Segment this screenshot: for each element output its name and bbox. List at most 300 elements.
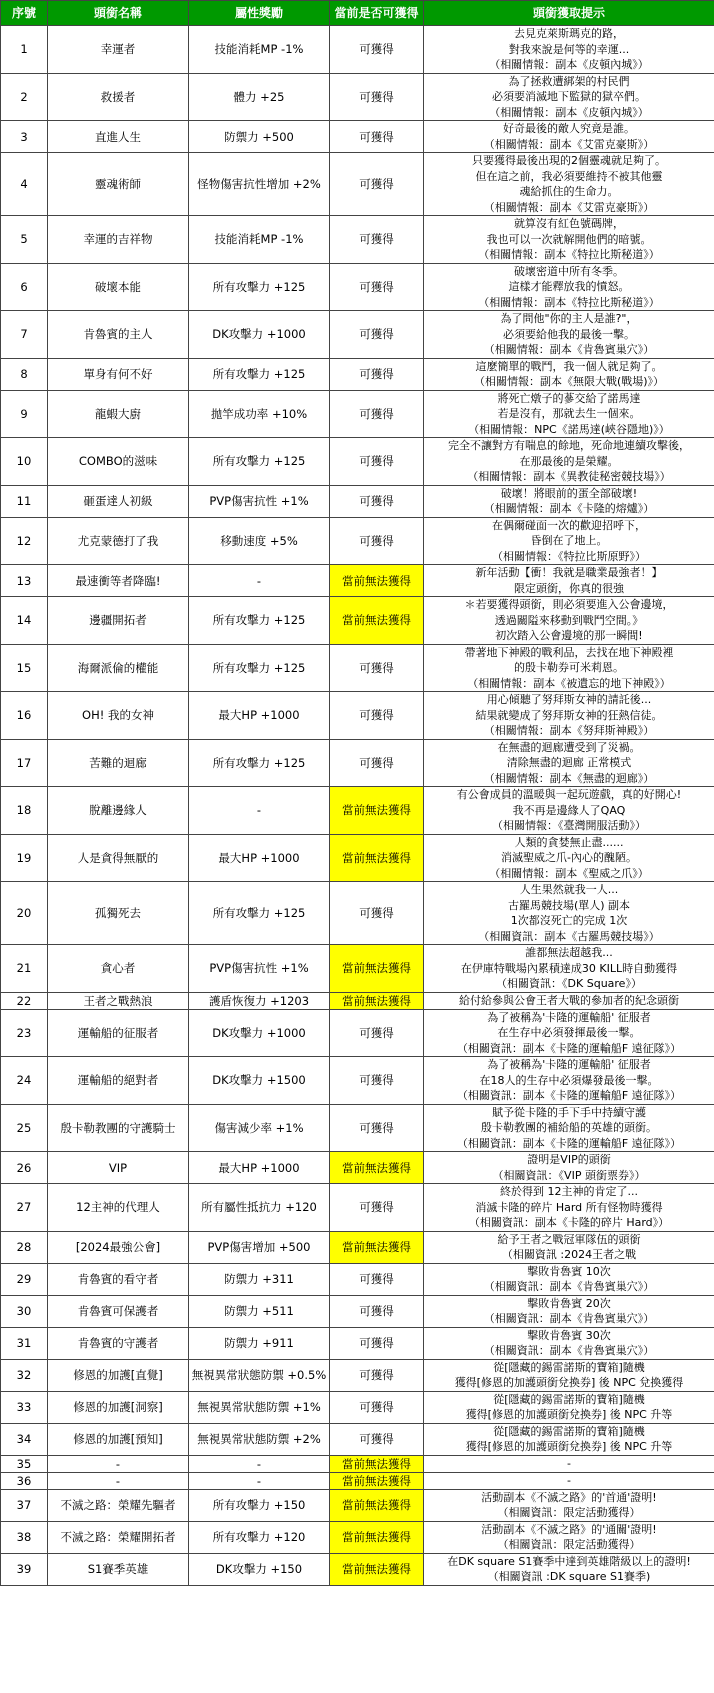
table-row [1,390,714,438]
hint-line: （相關情報：副本《被遺忘的地下神殿》） [467,676,671,690]
row-number: 16 [1,692,48,740]
availability-status: 可獲得 [330,692,424,740]
hint-line: 若是沒有，那就去生一個來。 [497,407,641,420]
row-number: 35 [1,1455,48,1472]
row-number: 29 [1,1263,48,1295]
table-row [1,1295,714,1327]
hint-line: 證明是VIP的頭銜 [527,1153,611,1166]
acquisition-hint [424,597,714,645]
acquisition-hint [424,358,714,390]
table-row [1,358,714,390]
acquisition-hint [424,739,714,787]
hint-line: 帶著地下神殿的戰利品，去找在地下神殿裡 [464,645,674,659]
attribute-bonus: 所有攻擊力 +125 [189,358,330,390]
acquisition-hint [424,1104,714,1152]
attribute-bonus: DK攻擊力 +150 [189,1553,330,1585]
acquisition-hint [424,692,714,740]
hint-line: 活動副本《不滅之路》的'首通'證明! [481,1490,657,1504]
title-name: 殷卡勒教團的守護騎士 [48,1104,189,1152]
title-name: - [48,1455,189,1472]
hint-line: 活動副本《不滅之路》的'通關'證明! [481,1522,657,1536]
title-name: 修恩的加護[直覺] [48,1359,189,1391]
acquisition-hint [424,216,714,264]
title-name: - [48,1472,189,1489]
hint-line: （相關情報：副本《特拉比斯秘道》） [478,248,660,261]
row-number: 15 [1,644,48,692]
title-name: 龍蝦大廚 [48,390,189,438]
hint-line: 對我來說是何等的幸運... [508,42,630,56]
acquisition-hint [424,1521,714,1553]
acquisition-hint [424,1263,714,1295]
availability-status: 可獲得 [330,739,424,787]
hint-line: （相關情報：副本《肯魯賓巢穴》） [483,343,655,356]
attribute-bonus: 所有攻擊力 +150 [189,1489,330,1521]
table-row [1,1472,714,1489]
table-row [1,26,714,74]
title-name: 最速衝等者降臨! [48,565,189,597]
title-name: 運輸船的征服者 [48,1009,189,1057]
table-row [1,834,714,882]
table-row [1,1057,714,1105]
hint-line: 只要獲得最後出現的2個靈魂就足夠了。 [472,154,666,167]
hint-line: 在偶爾碰面一次的歡迎招呼下， [492,518,646,532]
hint-line: （相關資訊：副本《卡隆的碎片 Hard》） [468,1216,670,1229]
hint-line: 結果就變成了努拜斯女神的狂熱信徒。 [475,708,663,722]
acquisition-hint [424,1423,714,1455]
header-availability: 當前是否可獲得 [330,1,424,26]
attribute-bonus: 所有攻擊力 +125 [189,739,330,787]
hint-line: 必須要消滅地下監獄的獄卒們。 [492,90,646,103]
title-name: 運輸船的絕對者 [48,1057,189,1105]
acquisition-hint [424,565,714,597]
hint-line: 為了問他"你的主人是誰?"， [500,312,638,325]
hint-line: 有公會成員的溫暖與一起玩遊戲，真的好開心! [456,788,682,801]
hint-line: 魂給抓住的生命力。 [519,185,619,198]
hint-line: （相關情報：《臺灣開服活動》） [492,819,646,832]
attribute-bonus: 所有攻擊力 +120 [189,1521,330,1553]
hint-line: - [567,1456,571,1470]
attribute-bonus: PVP傷害增加 +500 [189,1231,330,1263]
hint-line: （相關資訊：副本《古羅馬競技場》） [478,929,660,943]
hint-line: 終於得到 12主神的肯定了... [500,1185,638,1198]
hint-line: 新年活動【衝！我就是職業最強者！】 [475,566,663,579]
availability-status: 可獲得 [330,1359,424,1391]
header-acquisition-hint: 頭銜獲取提示 [424,1,714,26]
hint-line: 將死亡燉子的蔘交給了諾馬達 [497,391,641,405]
row-number: 3 [1,121,48,153]
title-name: 救援者 [48,73,189,121]
hint-line: （相關資訊：《DK Square》） [496,977,642,990]
hint-line: 在18人的生存中必須爆發最後一擊。 [479,1073,659,1087]
attribute-bonus: 防禦力 +511 [189,1295,330,1327]
attribute-bonus: 最大HP +1000 [189,1152,330,1184]
attribute-bonus: 防禦力 +911 [189,1327,330,1359]
title-name: 幸運的吉祥物 [48,216,189,264]
availability-status: 可獲得 [330,263,424,311]
row-number: 2 [1,73,48,121]
title-name: 脫離邊緣人 [48,787,189,835]
title-name: 砸蛋達人初級 [48,485,189,517]
attribute-bonus: DK攻擊力 +1000 [189,1009,330,1057]
hint-line: 在那最後的是榮耀。 [519,454,619,468]
hint-line: ＊若要獲得頭銜，則必須要進入公會邊境， [464,598,674,611]
row-number: 22 [1,992,48,1009]
hint-line: （相關資訊：副本《卡隆的運輸船F 遠征隊》） [456,1041,682,1055]
title-name: 王者之戰熱浪 [48,992,189,1009]
row-number: 39 [1,1553,48,1585]
hint-line: 在生存中必須發揮最後一擊。 [497,1026,641,1039]
title-name: VIP [48,1152,189,1184]
hint-line: （相關情報：副本《艾雷克豪斯》） [483,200,655,214]
hint-line: 為了被稱為'卡隆的運輸船' 征服者 [487,1010,651,1024]
hint-line: 這樣才能釋放我的憤怒。 [508,280,630,293]
title-name: 不滅之路：榮耀先驅者 [48,1489,189,1521]
availability-status: 當前無法獲得 [330,597,424,645]
row-number: 10 [1,438,48,486]
title-name: 肯魯賓的主人 [48,311,189,359]
row-number: 24 [1,1057,48,1105]
availability-status: 當前無法獲得 [330,1521,424,1553]
row-number: 1 [1,26,48,74]
hint-line: （相關資訊 :2024王者之戰 [501,1248,637,1261]
acquisition-hint [424,485,714,517]
hint-line: 獲得[修恩的加護頭銜兌換券] 後 NPC 升等 [465,1408,673,1421]
acquisition-hint [424,1184,714,1232]
table-row [1,1423,714,1455]
acquisition-hint [424,1553,714,1585]
title-name: OH! 我的女神 [48,692,189,740]
table-row [1,517,714,565]
attribute-bonus: 體力 +25 [189,73,330,121]
acquisition-hint [424,1489,714,1521]
hint-line: （相關資訊：限定活動獲得） [497,1506,641,1519]
attribute-bonus: 最大HP +1000 [189,692,330,740]
acquisition-hint [424,121,714,153]
attribute-bonus: 所有攻擊力 +125 [189,263,330,311]
availability-status: 可獲得 [330,1009,424,1057]
table-row [1,153,714,216]
hint-line: （相關資訊：副本《肯魯賓巢穴》） [483,1344,655,1357]
hint-line: （相關情報：副本《特拉比斯秘道》） [478,295,660,309]
hint-line: 初次踏入公會邊境的那一瞬間! [495,629,643,642]
header-title-name: 頭銜名稱 [48,1,189,26]
hint-line: 在無盡的迴廊遭受到了災禍。 [497,740,641,754]
hint-line: 必須要給他我的最後一擊。 [503,327,635,341]
hint-line: （相關情報：副本《無盡的迴廊》） [483,771,655,785]
availability-status: 可獲得 [330,882,424,945]
title-name: 肯魯賓的守護者 [48,1327,189,1359]
availability-status: 可獲得 [330,26,424,74]
hint-line: 就算沒有紅色號碼牌， [514,217,624,230]
attribute-bonus: - [189,1455,330,1472]
row-number: 8 [1,358,48,390]
hint-line: 昏倒在了地上。 [530,534,608,547]
hint-line: 好奇最後的敵人究竟是誰。 [503,122,635,135]
acquisition-hint [424,1057,714,1105]
hint-line: 我也可以一次就解開他們的暗號。 [486,232,652,246]
availability-status: 可獲得 [330,216,424,264]
attribute-bonus: 防禦力 +311 [189,1263,330,1295]
attribute-bonus: 技能消耗MP -1% [189,26,330,74]
availability-status: 可獲得 [330,73,424,121]
hint-line: 獲得[修恩的加護頭銜兌換券] 後 NPC 升等 [465,1440,673,1453]
title-name: [2024最強公會] [48,1231,189,1263]
hint-line: 人類的貪婪無止盡...... [514,835,624,849]
availability-status: 可獲得 [330,153,424,216]
row-number: 12 [1,517,48,565]
table-row [1,1184,714,1232]
attribute-bonus: 所有攻擊力 +125 [189,438,330,486]
attribute-bonus: PVP傷害抗性 +1% [189,485,330,517]
availability-status: 可獲得 [330,1104,424,1152]
table-row [1,565,714,597]
hint-line: 給付給參與公會王者大戰的參加者的紀念頭銜 [459,993,679,1007]
row-number: 26 [1,1152,48,1184]
availability-status: 可獲得 [330,1391,424,1423]
availability-status: 可獲得 [330,485,424,517]
attribute-bonus: 護盾恢復力 +1203 [189,992,330,1009]
hint-line: （相關情報：副本《皮頓內城》） [489,58,649,71]
hint-line: 為了拯救遭綁架的村民們 [508,74,630,88]
table-row [1,121,714,153]
hint-line: 限定頭銜，你真的很強 [514,581,624,595]
hint-line: 從[隱藏的錫雷諾斯的寶箱]隨機 [493,1424,645,1438]
acquisition-hint [424,26,714,74]
hint-line: （相關情報：副本《努拜斯神殿》） [483,724,655,737]
table-row [1,1152,714,1184]
availability-status: 當前無法獲得 [330,1472,424,1489]
row-number: 33 [1,1391,48,1423]
table-row [1,438,714,486]
table-row [1,311,714,359]
acquisition-hint [424,992,714,1009]
hint-line: 擊敗肯魯賓 20次 [527,1296,611,1310]
availability-status: 可獲得 [330,1263,424,1295]
hint-line: 為了被稱為'卡隆的運輸船' 征服者 [487,1058,651,1071]
title-name: 單身有何不好 [48,358,189,390]
acquisition-hint [424,945,714,993]
acquisition-hint [424,390,714,438]
hint-line: （相關情報：副本《聖威之爪》） [489,866,649,880]
hint-line: 的殷卡勒券可米莉恩。 [514,661,624,674]
header-attribute-bonus: 屬性獎勵 [189,1,330,26]
row-number: 7 [1,311,48,359]
availability-status: 可獲得 [330,1423,424,1455]
hint-line: 殷卡勒教團的補給船的英雄的頭銜。 [481,1121,657,1134]
acquisition-hint [424,1455,714,1472]
acquisition-hint [424,1391,714,1423]
acquisition-hint [424,1152,714,1184]
title-name: 直進人生 [48,121,189,153]
hint-line: 用心傾聽了努拜斯女神的請託後... [486,693,652,706]
hint-line: 完全不讓對方有喘息的餘地，死命地連續攻擊後， [448,439,690,452]
hint-line: 誰都無法超越我... [525,946,613,959]
row-number: 4 [1,153,48,216]
acquisition-hint [424,517,714,565]
table-row [1,1489,714,1521]
attribute-bonus: 防禦力 +500 [189,121,330,153]
row-number: 6 [1,263,48,311]
row-number: 36 [1,1472,48,1489]
row-number: 5 [1,216,48,264]
hint-line: 人生果然就我一人... [519,883,619,896]
title-name: 肯魯賓可保護者 [48,1295,189,1327]
hint-line: 透過關隘來移動到戰鬥空間。》 [494,613,644,627]
table-row [1,945,714,993]
hint-line: （相關情報：副本《無限大戰(戰場)》） [473,375,665,388]
row-number: 21 [1,945,48,993]
row-number: 18 [1,787,48,835]
availability-status: 當前無法獲得 [330,1553,424,1585]
row-number: 13 [1,565,48,597]
availability-status: 當前無法獲得 [330,1231,424,1263]
title-name: 靈魂術師 [48,153,189,216]
row-number: 30 [1,1295,48,1327]
table-row [1,1231,714,1263]
attribute-bonus: 移動速度 +5% [189,517,330,565]
hint-line: （相關情報：副本《皮頓內城》） [489,105,649,119]
title-name: 幸運者 [48,26,189,74]
hint-line: （相關資訊：副本《卡隆的運輸船F 遠征隊》） [456,1136,682,1150]
row-number: 37 [1,1489,48,1521]
availability-status: 當前無法獲得 [330,787,424,835]
acquisition-hint [424,263,714,311]
hint-line: 這麼簡單的戰鬥，我一個人就足夠了。 [475,359,663,373]
acquisition-hint [424,882,714,945]
table-row [1,1391,714,1423]
row-number: 20 [1,882,48,945]
hint-line: 在伊庫特戰場內累積達成30 KILL時自動獲得 [460,961,678,975]
attribute-bonus: 所有攻擊力 +125 [189,644,330,692]
acquisition-hint [424,1472,714,1489]
row-number: 9 [1,390,48,438]
row-number: 27 [1,1184,48,1232]
table-row [1,1009,714,1057]
title-name: 肯魯賓的看守者 [48,1263,189,1295]
acquisition-hint [424,1359,714,1391]
hint-line: 在DK square S1賽季中達到英雄階級以上的證明! [447,1554,691,1568]
hint-line: 去見克萊斯瑪克的路， [514,27,624,40]
title-name: 破壞本能 [48,263,189,311]
availability-status: 當前無法獲得 [330,1455,424,1472]
acquisition-hint [424,311,714,359]
title-name: 邊疆開拓者 [48,597,189,645]
hint-line: （相關情報：《特拉比斯原野》） [492,549,646,563]
title-name: 不滅之路：榮耀開拓者 [48,1521,189,1553]
table-row [1,882,714,945]
acquisition-hint [424,834,714,882]
table-row [1,1553,714,1585]
hint-line: （相關資訊：副本《肯魯賓巢穴》） [483,1312,655,1325]
availability-status: 可獲得 [330,644,424,692]
row-number: 25 [1,1104,48,1152]
attribute-bonus: - [189,565,330,597]
table-row [1,1521,714,1553]
attribute-bonus: 傷害減少率 +1% [189,1104,330,1152]
hint-line: （相關資訊：限定活動獲得） [497,1538,641,1551]
availability-status: 當前無法獲得 [330,834,424,882]
acquisition-hint [424,153,714,216]
hint-line: 破壞！將眼前的蛋全部破壞! [500,486,638,500]
title-name: 修恩的加護[預知] [48,1423,189,1455]
row-number: 23 [1,1009,48,1057]
row-number: 14 [1,597,48,645]
attribute-bonus: 最大HP +1000 [189,834,330,882]
row-number: 19 [1,834,48,882]
row-number: 34 [1,1423,48,1455]
availability-status: 當前無法獲得 [330,992,424,1009]
hint-line: 賦予從卡隆的手下手中持續守護 [492,1105,646,1119]
table-row [1,1263,714,1295]
table-row [1,263,714,311]
hint-line: （相關情報：NPC《諾馬達(峽谷隱地)》） [468,422,670,436]
acquisition-hint [424,1327,714,1359]
table-row [1,787,714,835]
hint-line: 擊敗肯魯賓 10次 [527,1264,611,1278]
attribute-bonus: PVP傷害抗性 +1% [189,945,330,993]
acquisition-hint [424,1231,714,1263]
availability-status: 當前無法獲得 [330,945,424,993]
availability-status: 可獲得 [330,1295,424,1327]
hint-line: 給予王者之戰冠軍隊伍的頭銜 [497,1232,641,1246]
title-name: 海爾派倫的權能 [48,644,189,692]
row-number: 38 [1,1521,48,1553]
hint-line: 從[隱藏的錫雷諾斯的寶箱]隨機 [493,1392,645,1406]
hint-line: （相關資訊 :DK square S1賽季) [487,1570,651,1583]
hint-line: （相關情報：副本《異教徒秘密競技場》） [467,470,671,483]
availability-status: 可獲得 [330,121,424,153]
table-row [1,1359,714,1391]
availability-status: 可獲得 [330,1057,424,1105]
availability-status: 可獲得 [330,358,424,390]
attribute-bonus: 所有攻擊力 +125 [189,597,330,645]
hint-line: （相關情報：副本《卡隆的熔爐》） [483,502,655,515]
hint-line: 古羅馬競技場(單人) 副本 [507,898,631,912]
availability-status: 可獲得 [330,1327,424,1359]
availability-status: 可獲得 [330,438,424,486]
availability-status: 可獲得 [330,1184,424,1232]
table-row [1,1327,714,1359]
row-number: 32 [1,1359,48,1391]
title-name: 12主神的代理人 [48,1184,189,1232]
acquisition-hint [424,1295,714,1327]
attribute-bonus: - [189,787,330,835]
hint-line: 消滅卡隆的碎片 Hard 所有怪物時獲得 [475,1200,663,1214]
acquisition-hint [424,787,714,835]
availability-status: 可獲得 [330,311,424,359]
row-number: 28 [1,1231,48,1263]
availability-status: 當前無法獲得 [330,1489,424,1521]
title-name: 人是貪得無厭的 [48,834,189,882]
hint-line: 清除無盡的迴廊 正常模式 [506,756,632,769]
title-name: S1賽季英雄 [48,1553,189,1585]
hint-line: 消滅聖威之爪-內心的醜陋。 [501,851,637,864]
attribute-bonus: DK攻擊力 +1500 [189,1057,330,1105]
availability-status: 當前無法獲得 [330,1152,424,1184]
table-row [1,597,714,645]
availability-status: 可獲得 [330,517,424,565]
table-row [1,216,714,264]
attribute-bonus: - [189,1472,330,1489]
table-row [1,644,714,692]
attribute-bonus: 所有攻擊力 +125 [189,882,330,945]
attribute-bonus: DK攻擊力 +1000 [189,311,330,359]
attribute-bonus: 拋竿成功率 +10% [189,390,330,438]
row-number: 17 [1,739,48,787]
attribute-bonus: 所有屬性抵抗力 +120 [189,1184,330,1232]
acquisition-hint [424,644,714,692]
acquisition-hint [424,73,714,121]
